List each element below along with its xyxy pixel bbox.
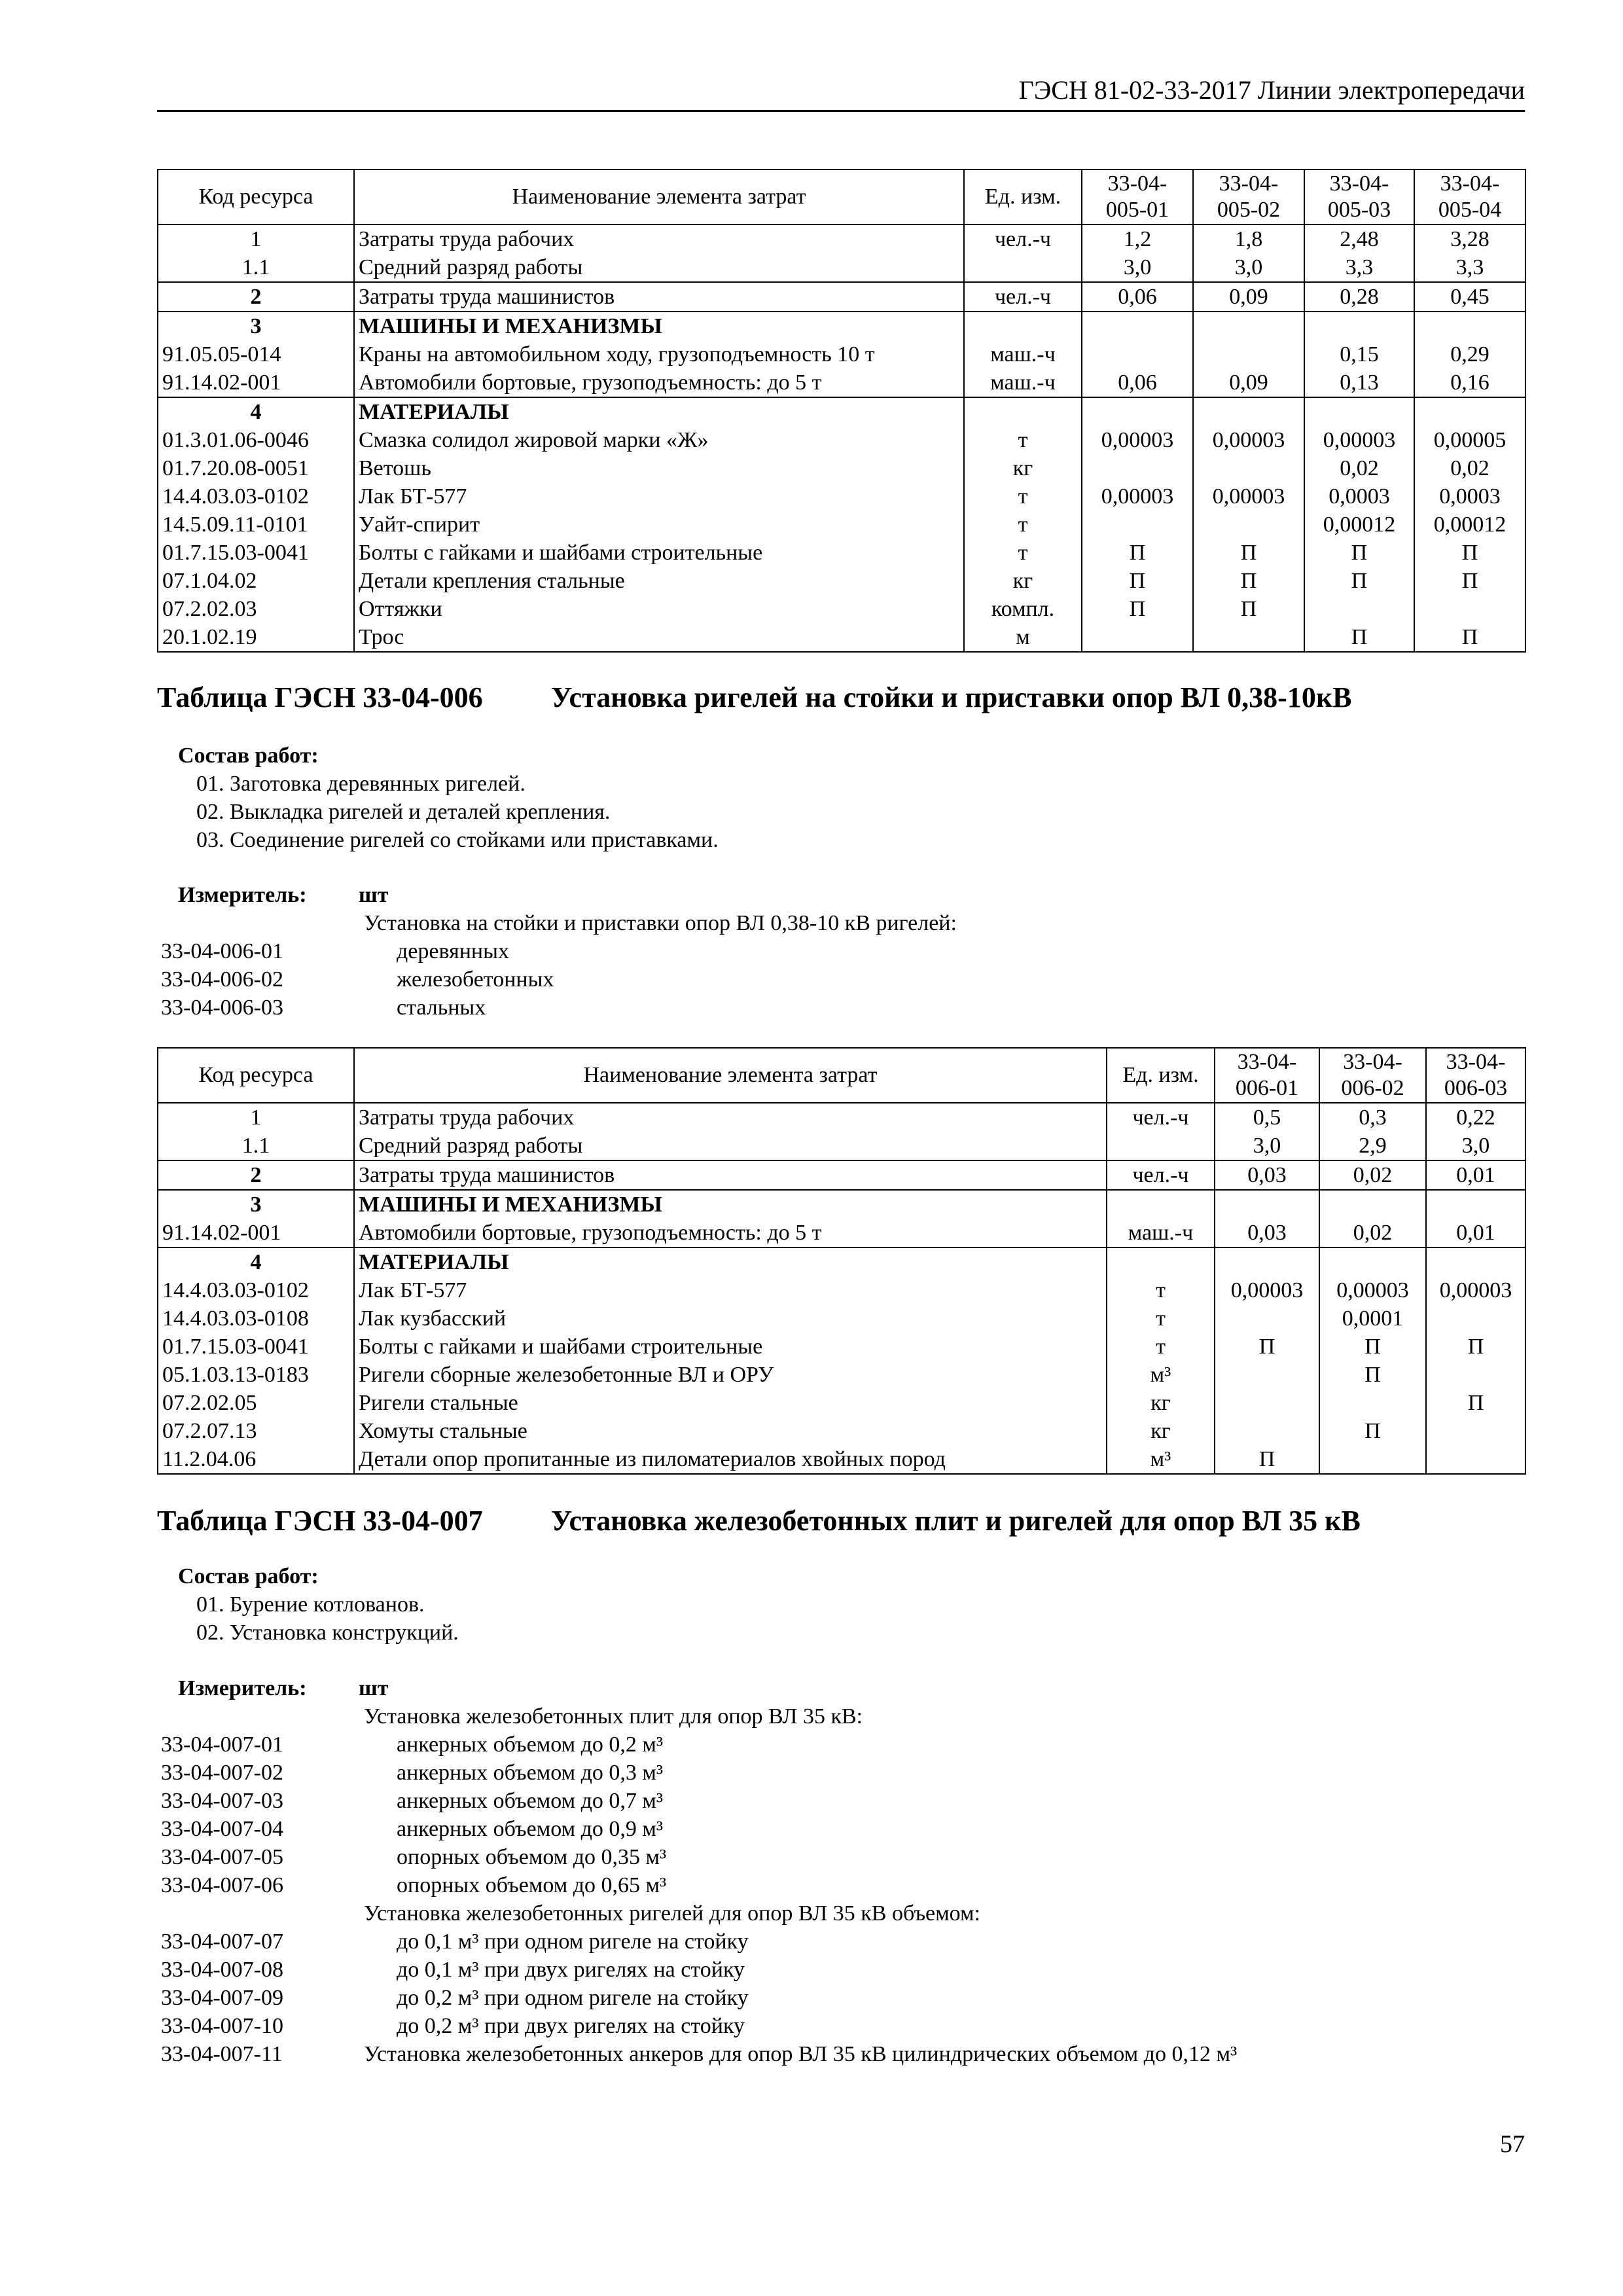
table-name: Установка железобетонных плит и ригелей для опор ВЛ 35 кВ [551, 1505, 1361, 1537]
measure-intro-2: Установка железобетонных ригелей для опор ВЛ 35 кВ объемом: [364, 1901, 980, 1926]
col-header-unit: Ед. изм. [1107, 1048, 1215, 1103]
list-item: 33-04-007-04 анкерных объемом до 0,9 м³ [161, 1817, 664, 1841]
table-row: 01.7.20.08-0051 Ветошь кг 0,02 0,02 [158, 454, 1525, 482]
works-heading: Состав работ: [178, 1564, 319, 1588]
table-row: 07.2.02.05 Ригели стальные кг П [158, 1389, 1525, 1417]
table-row: 91.14.02-001 Автомобили бортовые, грузоподъемность: до 5 т маш.-ч 0,03 0,02 0,01 [158, 1219, 1525, 1247]
measure-unit: шт [359, 1676, 389, 1700]
list-item: 33-04-007-02 анкерных объемом до 0,3 м³ [161, 1761, 664, 1785]
work-item: 01. Бурение котлованов. [196, 1592, 425, 1617]
table-row: 14.4.03.03-0102 Лак БТ-577 т 0,00003 0,00003 0,00003 [158, 1276, 1525, 1304]
col-header-norm: 33-04- 005-01 [1082, 170, 1193, 224]
resource-table-005 [157, 169, 1526, 653]
list-item: 33-04-007-07 до 0,1 м³ при одном ригеле на стойку [161, 1929, 749, 1954]
table-title-007 [157, 1504, 1361, 1537]
col-header-name: Наименование элемента затрат [354, 170, 964, 224]
work-item: 03. Соединение ригелей со стойками или приставками. [196, 828, 719, 852]
table-row: 91.14.02-001 Автомобили бортовые, грузоподъемность: до 5 т маш.-ч 0,06 0,09 0,13 0,16 [158, 368, 1525, 397]
col-header-unit: Ед. изм. [964, 170, 1082, 224]
list-item: 33-04-006-01 деревянных [161, 939, 509, 963]
works-heading: Состав работ: [178, 744, 319, 768]
work-item: 02. Установка конструкций. [196, 1621, 459, 1645]
table-row: 01.7.15.03-0041 Болты с гайками и шайбами строительные т П П П [158, 1333, 1525, 1361]
table-row: 1.1 Средний разряд работы 3,0 3,0 3,3 3,3 [158, 253, 1525, 282]
list-item: 33-04-007-11 Установка железобетонных анкеров для опор ВЛ 35 кВ цилиндрических объемом до 0,12 м³ [161, 2042, 1238, 2066]
table-row: 14.5.09.11-0101 Уайт-спирит т 0,00012 0,00012 [158, 511, 1525, 539]
col-header-norm: 33-04- 006-02 [1319, 1048, 1426, 1103]
list-item: 33-04-006-02 железобетонных [161, 967, 554, 992]
work-item: 02. Выкладка ригелей и деталей крепления. [196, 800, 611, 824]
page-number: 57 [1500, 2130, 1525, 2158]
table-row: 14.4.03.03-0102 Лак БТ-577 т 0,00003 0,00003 0,0003 0,0003 [158, 482, 1525, 511]
table-label: Таблица ГЭСН 33-04-006 [157, 681, 483, 713]
col-header-norm: 33-04- 005-03 [1304, 170, 1414, 224]
running-header [157, 73, 1525, 112]
col-header-norm: 33-04- 005-04 [1414, 170, 1525, 224]
list-item: 33-04-007-08 до 0,1 м³ при двух ригелях на стойку [161, 1958, 745, 1982]
measure-unit: шт [359, 883, 389, 907]
table-row: 05.1.03.13-0183 Ригели сборные железобетонные ВЛ и ОРУ м³ П [158, 1361, 1525, 1389]
table-row: 3 МАШИНЫ И МЕХАНИЗМЫ [158, 1190, 1525, 1219]
table-row: 3 МАШИНЫ И МЕХАНИЗМЫ [158, 312, 1525, 340]
table-row: 1 Затраты труда рабочих чел.-ч 0,5 0,3 0,22 [158, 1103, 1525, 1132]
table-row: 07.1.04.02 Детали крепления стальные кг П П П П [158, 567, 1525, 595]
table-row: 20.1.02.19 Трос м П П [158, 623, 1525, 652]
col-header-norm: 33-04- 005-02 [1193, 170, 1304, 224]
col-header-norm: 33-04- 006-01 [1215, 1048, 1319, 1103]
table-row: 2 Затраты труда машинистов чел.-ч 0,03 0,02 0,01 [158, 1160, 1525, 1190]
table-row: 01.7.15.03-0041 Болты с гайками и шайбами строительные т П П П П [158, 539, 1525, 567]
table-title-006 [157, 681, 1352, 714]
table-row: 11.2.04.06 Детали опор пропитанные из пиломатериалов хвойных пород м³ П [158, 1445, 1525, 1474]
col-header-code: Код ресурса [158, 170, 354, 224]
table-row: 07.2.02.03 Оттяжки компл. П П [158, 595, 1525, 623]
list-item: 33-04-007-01 анкерных объемом до 0,2 м³ [161, 1732, 664, 1757]
works-section-007 [178, 1562, 459, 1647]
measure-intro: Установка железобетонных плит для опор ВЛ 35 кВ: [364, 1704, 863, 1729]
list-item: 33-04-007-06 опорных объемом до 0,65 м³ [161, 1873, 667, 1897]
measure-label: Измеритель: [178, 1676, 307, 1700]
measure-intro: Установка на стойки и приставки опор ВЛ 0,38-10 кВ ригелей: [364, 911, 957, 935]
list-item: 33-04-007-10 до 0,2 м³ при двух ригелях на стойку [161, 2014, 745, 2038]
table-row: 2 Затраты труда машинистов чел.-ч 0,06 0,09 0,28 0,45 [158, 282, 1525, 312]
table-row: 4 МАТЕРИАЛЫ [158, 1247, 1525, 1276]
table-row: 91.05.05-014 Краны на автомобильном ходу, грузоподъемность 10 т маш.-ч 0,15 0,29 [158, 340, 1525, 368]
col-header-code: Код ресурса [158, 1048, 354, 1103]
work-item: 01. Заготовка деревянных ригелей. [196, 772, 526, 796]
resource-table-006 [157, 1047, 1526, 1475]
list-item: 33-04-006-03 стальных [161, 996, 486, 1020]
table-row: 1.1 Средний разряд работы 3,0 2,9 3,0 [158, 1132, 1525, 1160]
list-item: 33-04-007-05 опорных объемом до 0,35 м³ [161, 1845, 667, 1869]
works-section-006 [178, 742, 719, 854]
col-header-norm: 33-04- 006-03 [1426, 1048, 1525, 1103]
header-title: ГЭСН 81-02-33-2017 Линии электропередачи [1018, 75, 1525, 105]
measure-label: Измеритель: [178, 883, 307, 907]
list-item: 33-04-007-09 до 0,2 м³ при одном ригеле на стойку [161, 1986, 749, 2010]
table-row: 14.4.03.03-0108 Лак кузбасский т 0,0001 [158, 1304, 1525, 1333]
table-label: Таблица ГЭСН 33-04-007 [157, 1505, 483, 1537]
table-row: 01.3.01.06-0046 Смазка солидол жировой марки «Ж» т 0,00003 0,00003 0,00003 0,00005 [158, 426, 1525, 454]
table-row: 07.2.07.13 Хомуты стальные кг П [158, 1417, 1525, 1445]
col-header-name: Наименование элемента затрат [354, 1048, 1107, 1103]
table-name: Установка ригелей на стойки и приставки опор ВЛ 0,38-10кВ [551, 681, 1352, 713]
table-row: 4 МАТЕРИАЛЫ [158, 397, 1525, 426]
table-row: 1 Затраты труда рабочих чел.-ч 1,2 1,8 2,48 3,28 [158, 224, 1525, 253]
list-item: 33-04-007-03 анкерных объемом до 0,7 м³ [161, 1789, 664, 1813]
